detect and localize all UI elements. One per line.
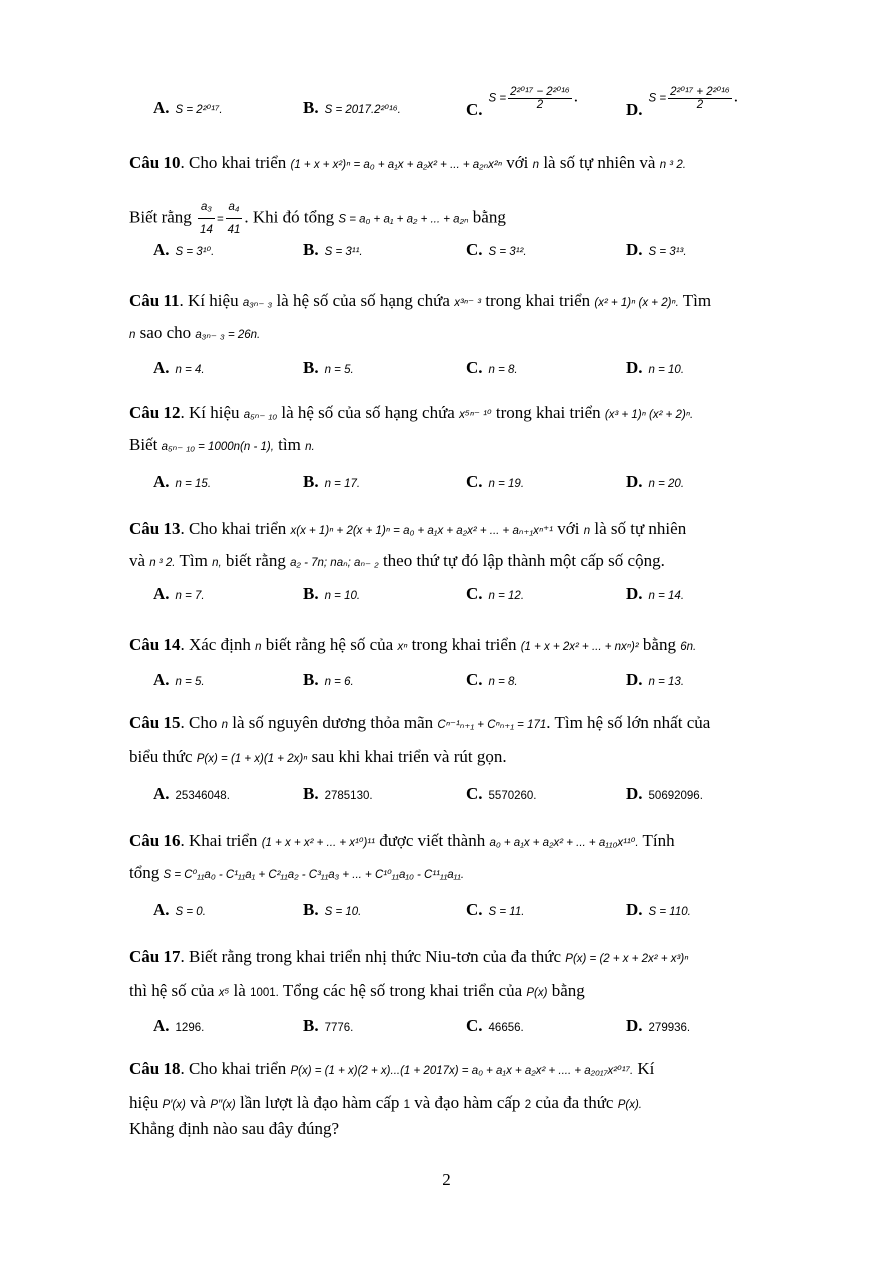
option-c[interactable] [466,358,518,378]
option-value-prefix: S = [488,92,507,105]
question-text: với [557,519,580,538]
formula: 1 [403,1099,410,1111]
option-value: 46656. [488,1022,524,1034]
formula: x⁵ⁿ⁻ ¹⁰ [459,409,492,421]
option-c[interactable] [466,784,537,804]
formula: P(x) [526,987,548,999]
fraction-denominator: 2 [536,99,544,111]
formula: a₂ - 7n; naₙ; aₙ₋ ₂ [290,557,379,569]
question-13-line-2 [129,550,807,574]
option-value: n = 6. [324,676,354,688]
options-q15 [153,784,813,806]
question-text: . Xác định [180,635,251,654]
question-label: Câu 15 [129,713,181,732]
option-letter: A. [153,670,170,689]
question-text: là số nguyên dương thỏa mãn [232,713,434,732]
question-label: Câu 11 [129,291,180,310]
option-letter: B. [303,900,319,919]
option-value: S = 110. [648,906,691,918]
option-c[interactable] [466,584,524,604]
option-a[interactable] [153,358,205,378]
option-letter: D. [626,670,643,689]
option-letter: D. [626,472,643,491]
option-value: 7776. [324,1022,354,1034]
question-16-line-2 [129,862,807,886]
question-label: Câu 13 [129,519,181,538]
question-text: . Cho [180,713,218,732]
question-text: của đa thức [535,1093,614,1112]
question-text: với [506,153,529,172]
formula: n, [212,557,222,569]
formula: (1 + x + x²)ⁿ = a₀ + a₁x + a₂x² + ... + a₂ₙx²ⁿ [290,159,502,171]
option-letter: B. [303,98,319,117]
option-c[interactable]: C.S = $\frac{\text{2²⁰¹⁷ − 2²⁰¹⁶}}{2}$ . [466,86,578,120]
question-text: . Cho khai triển [180,519,287,538]
formula: P′(x) [162,1099,186,1111]
question-label: Câu 10 [129,153,181,172]
option-d[interactable] [626,784,703,804]
fraction-numerator: 2²⁰¹⁷ − 2²⁰¹⁶ [510,86,570,98]
question-text: là số tự nhiên và [543,153,656,172]
options-q11 [153,358,813,380]
question-text: biết rằng [225,551,286,570]
option-b[interactable] [303,584,360,604]
option-value: 2785130. [324,790,373,802]
option-letter: C. [466,472,483,491]
question-text: được viết thành [379,831,486,850]
question-10-line-2: Biết rằng $\frac{\text{a₃}}{14}$ = $\frac{\text{a₄}}{41}$ . Khi đó tổng S = a₀ + a₁ + a₂ + ... + a₂ₙ bằng [129,196,807,241]
question-10-line-1 [129,152,807,176]
question-17-line-2 [129,980,807,1004]
option-value: 50692096. [648,790,703,802]
option-letter: A. [153,240,170,259]
option-d[interactable] [626,584,684,604]
options-q13 [153,584,813,606]
option-letter: C. [466,358,483,377]
fraction-numerator: 2²⁰¹⁷ + 2²⁰¹⁶ [670,86,730,98]
formula: x⁵ [218,987,230,999]
option-letter: C. [466,100,483,120]
question-14-line-1 [129,634,807,658]
fraction-denominator: 41 [227,224,241,236]
formula: n [221,719,228,731]
question-18-line-3 [129,1118,807,1140]
question-text: trong khai triển [411,635,517,654]
formula: P(x) = (1 + x)(2 + x)...(1 + 2017x) = a₀ + a₁x + a₂x² + .... + a₂₀₁₇x²⁰¹⁷. [290,1065,634,1077]
formula: (x³ + 1)ⁿ (x² + 2)ⁿ. [604,409,694,421]
option-letter: A. [153,784,170,803]
formula: (1 + x + x² + ... + x¹⁰)¹¹ [261,837,375,849]
option-letter: B. [303,584,319,603]
option-value: n = 17. [324,478,361,490]
option-b[interactable] [303,784,373,804]
option-letter: B. [303,358,319,377]
fraction-denominator: 2 [696,99,704,111]
options-q9 [153,86,813,120]
option-letter: B. [303,784,319,803]
option-value: n = 5. [324,364,354,376]
fraction [668,84,732,111]
option-letter: C. [466,1016,483,1035]
option-letter: B. [303,240,319,259]
option-value: 25346048. [175,790,230,802]
formula: n [129,329,136,341]
option-value: n = 20. [648,478,685,490]
question-11-line-2 [129,322,807,346]
question-text: là số tự nhiên [594,519,687,538]
question-label: Câu 16 [129,831,181,850]
question-text: . Biết rằng trong khai triển nhị thức Niu-tơn của đa thức [180,947,562,966]
option-value: 279936. [648,1022,691,1034]
option-b[interactable] [303,670,354,690]
question-15-line-1 [129,712,807,736]
question-label: Câu 12 [129,403,181,422]
option-b[interactable] [303,472,360,492]
options-q12 [153,472,813,494]
option-letter: C. [466,900,483,919]
option-letter: B. [303,1016,319,1035]
option-value: S = 3¹³. [648,246,687,258]
option-letter: C. [466,240,483,259]
option-value: 5570260. [488,790,537,802]
formula: P(x). [617,1099,642,1111]
option-b[interactable] [303,358,354,378]
page-number: 2 [442,1170,451,1189]
option-value: 1296. [175,1022,205,1034]
option-letter: B. [303,670,319,689]
options-q16 [153,900,813,922]
option-c[interactable] [466,900,524,920]
question-text: biết rằng hệ số của [265,635,394,654]
option-value-prefix: S = [648,92,667,105]
question-label: Câu 18 [129,1059,181,1078]
option-letter: A. [153,358,170,377]
question-text: . Tìm hệ số lớn nhất của [546,713,711,732]
formula: P(x) = (1 + x)(1 + 2x)ⁿ [196,753,308,765]
option-letter: D. [626,100,643,120]
option-value: S = 3¹⁰. [175,246,215,258]
option-value: S = 2²⁰¹⁷. [175,104,223,116]
question-text: Khẳng định nào sau đây đúng? [129,1119,340,1138]
question-text: Biết [129,435,158,454]
option-letter: A. [153,584,170,603]
question-text: Tổng các hệ số trong khai triển của [282,981,523,1000]
option-c[interactable] [466,670,518,690]
formula: n ³ 2. [659,159,686,171]
question-text: Biết rằng [129,207,192,227]
question-text: . Kí hiệu [180,403,240,422]
option-c[interactable] [466,472,524,492]
option-letter: C. [466,584,483,603]
question-text: hiệu [129,1093,159,1112]
question-text: bằng [472,207,506,227]
question-17-line-1 [129,946,807,970]
question-text: Khi đó tổng [252,207,335,227]
option-letter: A. [153,472,170,491]
formula: 1001. [250,987,279,999]
formula: a₃ₙ₋ ₃ [242,297,273,309]
fraction [198,196,215,241]
formula: S = a₀ + a₁ + a₂ + ... + a₂ₙ [338,213,469,226]
options-q10 [153,240,813,262]
formula: x³ⁿ⁻ ³ [454,297,482,309]
formula: (x² + 1)ⁿ (x + 2)ⁿ. [594,297,679,309]
question-text: Kí [637,1059,655,1078]
question-15-line-2 [129,746,807,770]
formula: a₅ₙ₋ ₁₀ [243,409,278,421]
option-a[interactable] [153,670,205,690]
question-label: Câu 14 [129,635,181,654]
formula: (1 + x + 2x² + ... + nxⁿ)² [520,641,639,653]
option-value: n = 13. [648,676,685,688]
question-text: lần lượt là đạo hàm cấp [239,1093,400,1112]
fraction-numerator: a₃ [198,196,215,219]
option-letter: A. [153,1016,170,1035]
option-d[interactable] [626,670,684,690]
option-d[interactable] [626,1016,690,1036]
option-value: S = 10. [324,906,362,918]
option-b[interactable] [303,900,361,920]
formula: a₀ + a₁x + a₂x² + ... + a₁₁₀x¹¹⁰. [489,837,639,849]
option-value: n = 15. [175,478,212,490]
option-letter: D. [626,1016,643,1035]
option-a[interactable] [153,98,223,118]
question-text: là hệ số của số hạng chứa [281,403,455,422]
question-text: và [129,551,146,570]
formula: n [532,159,540,171]
question-text: tổng [129,863,160,882]
option-a[interactable] [153,900,206,920]
option-a[interactable] [153,784,230,804]
question-text: trong khai triển [485,291,591,310]
option-value: S = 3¹¹. [324,246,363,258]
question-text: . Kí hiệu [179,291,239,310]
option-value: n = 5. [175,676,205,688]
option-d[interactable] [626,358,684,378]
option-value: n = 10. [324,590,361,602]
question-text: biểu thức [129,747,193,766]
option-value: S = 0. [175,906,206,918]
question-text: bằng [551,981,585,1000]
option-value: n = 19. [488,478,525,490]
option-d[interactable] [626,472,684,492]
question-text: . Cho khai triển [180,1059,287,1078]
option-letter: D. [626,240,643,259]
option-value: S = 2017.2²⁰¹⁶. [324,104,401,116]
question-text: Tìm [682,291,712,310]
question-text: là hệ số của số hạng chứa [276,291,450,310]
formula: n ³ 2. [149,557,176,569]
question-text: là [233,981,246,1000]
option-value: n = 10. [648,364,685,376]
question-text: . Khai triển [180,831,258,850]
question-text: tìm [278,435,301,454]
question-text: trong khai triển [495,403,601,422]
option-letter: A. [153,98,170,117]
option-value: n = 8. [488,364,518,376]
question-text: thì hệ số của [129,981,215,1000]
option-value: n = 12. [488,590,525,602]
option-letter: D. [626,358,643,377]
formula: n [255,641,262,653]
question-text: và [190,1093,207,1112]
formula: P′′(x) [210,1099,236,1111]
option-letter: C. [466,784,483,803]
option-d[interactable] [626,900,691,920]
option-a[interactable] [153,240,214,260]
fraction-denominator: 14 [200,224,213,236]
question-text: Tìm [179,551,208,570]
question-16-line-1 [129,830,807,854]
option-b[interactable] [303,240,363,260]
formula: S = C⁰₁₁a₀ - C¹₁₁a₁ + C²₁₁a₂ - C³₁₁a₃ + ... + C¹⁰₁₁a₁₀ - C¹¹₁₁a₁₁. [163,869,465,881]
formula: a₅ₙ₋ ₁₀ = 1000n(n - 1), [161,441,274,453]
question-18-line-1 [129,1058,807,1082]
option-a[interactable] [153,1016,204,1036]
formula: P(x) = (2 + x + 2x² + x³)ⁿ [565,953,689,965]
question-12-line-2 [129,434,807,458]
question-text: sao cho [139,323,192,342]
formula: x(x + 1)ⁿ + 2(x + 1)ⁿ = a₀ + a₁x + a₂x² + ... + aₙ₊₁xⁿ⁺¹ [290,525,553,537]
option-b[interactable] [303,1016,353,1036]
question-13-line-1 [129,518,807,542]
formula: a₃ₙ₋ ₃ = 26n. [195,329,261,341]
fraction [226,196,243,241]
option-value: n = 7. [175,590,205,602]
option-value: n = 14. [648,590,685,602]
option-d[interactable]: D.S = $\frac{\text{2²⁰¹⁷ + 2²⁰¹⁶}}{2}$ . [626,86,738,120]
formula: 6n. [680,641,697,653]
options-q14 [153,670,813,692]
question-11-line-1 [129,290,807,314]
question-label: Câu 17 [129,947,181,966]
question-text: . Cho khai triển [180,153,287,172]
formula: Cⁿ⁻¹ₙ₊₁ + Cⁿₙ₊₁ = 171 [437,719,547,731]
option-a[interactable] [153,472,211,492]
option-value: n = 8. [488,676,518,688]
option-c[interactable] [466,1016,524,1036]
option-value: n = 4. [175,364,205,376]
fraction-numerator: a₄ [226,196,243,219]
question-12-line-1 [129,402,807,426]
option-c[interactable] [466,240,527,260]
formula: n [583,525,591,537]
option-letter: D. [626,584,643,603]
formula: xⁿ [397,641,408,653]
question-text: sau khi khai triển và rút gọn. [311,747,507,766]
option-d[interactable] [626,240,687,260]
fraction [508,84,572,111]
option-letter: B. [303,472,319,491]
options-q17 [153,1016,813,1038]
option-a[interactable] [153,584,205,604]
question-text: bằng [642,635,676,654]
formula: n. [305,441,315,453]
formula: 2 [524,1099,532,1111]
question-text: theo thứ tự đó lập thành một cấp số cộng. [382,551,665,570]
question-text: Tính [642,831,675,850]
option-value: S = 3¹². [488,246,527,258]
option-letter: D. [626,784,643,803]
option-b[interactable] [303,98,401,118]
option-letter: C. [466,670,483,689]
option-letter: D. [626,900,643,919]
option-letter: A. [153,900,170,919]
question-18-line-2 [129,1092,807,1116]
option-value: S = 11. [488,906,525,918]
question-text: và đạo hàm cấp [414,1093,521,1112]
